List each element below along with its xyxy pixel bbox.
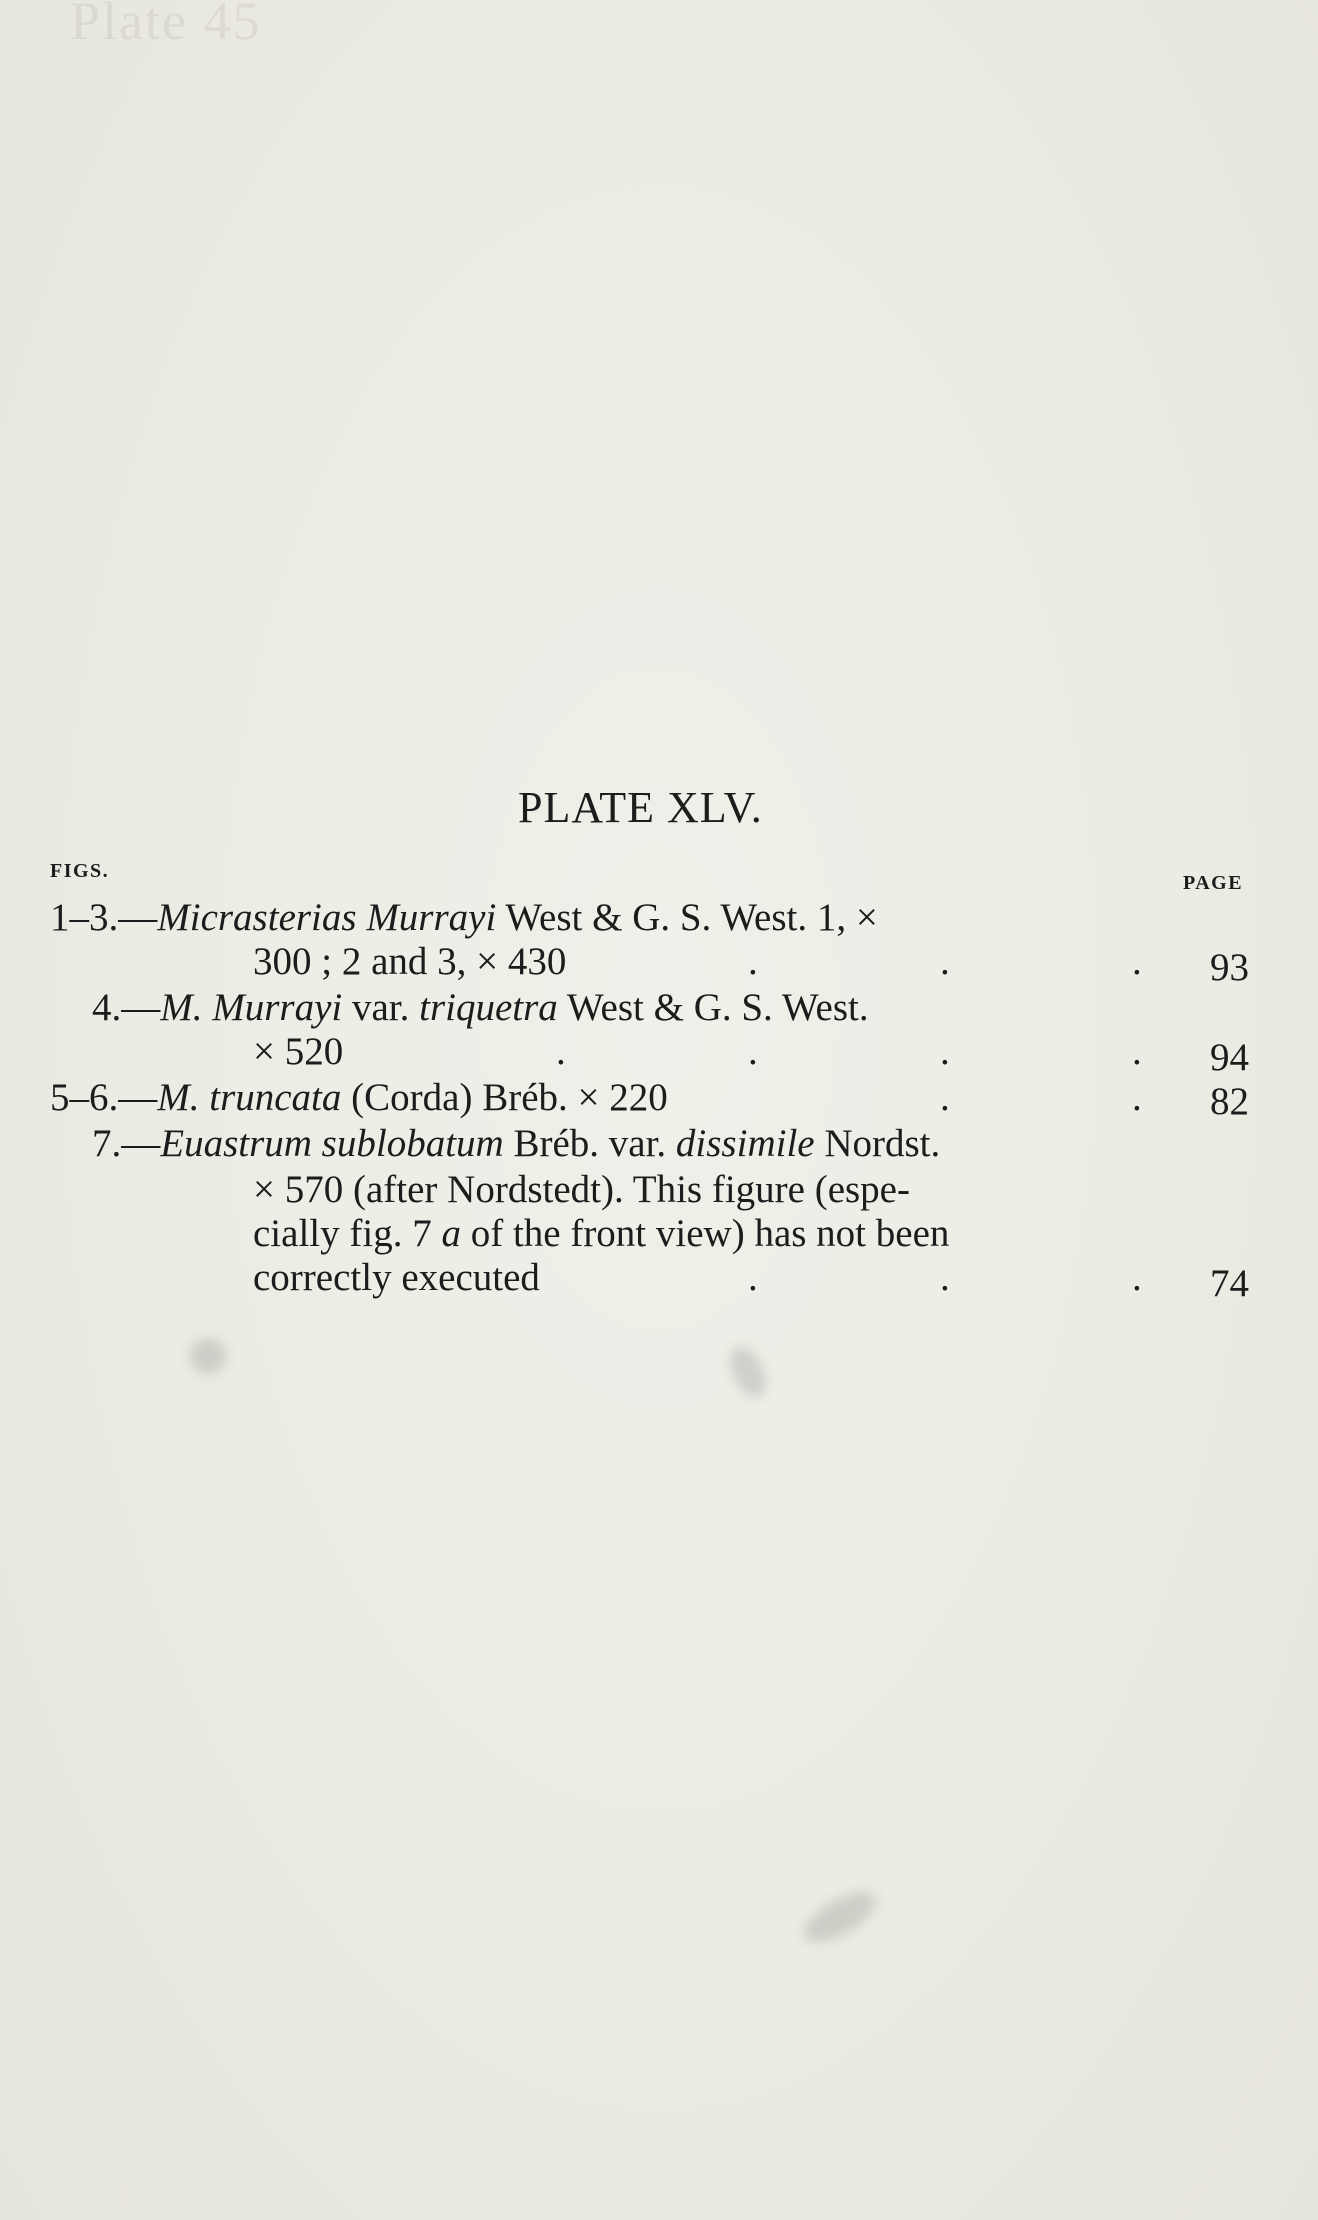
- entry-line: × 520: [253, 1030, 344, 1073]
- entry-line: × 570 (after Nordstedt). This figure (espe-: [253, 1168, 910, 1211]
- leader-dot: .: [556, 1030, 566, 1073]
- entry-line: [50, 896, 878, 940]
- text-run: cially fig. 7: [253, 1212, 442, 1255]
- entry-line: [253, 1212, 949, 1256]
- leader-dot: .: [940, 1030, 950, 1073]
- leader-dot: .: [748, 1256, 758, 1299]
- leader-dot: .: [1132, 940, 1142, 983]
- authority: Nordst.: [814, 1122, 941, 1165]
- figs-column-header: FIGS.: [50, 860, 110, 882]
- figure-number: 1–3.—: [50, 896, 158, 939]
- leader-dot: .: [748, 940, 758, 983]
- species-name: Micrasterias Murrayi: [157, 896, 497, 939]
- authority: West & G. S. West. 1, ×: [496, 896, 878, 939]
- species-name: M. truncata: [157, 1076, 342, 1119]
- show-through-heading: Plate 45: [70, 0, 262, 51]
- page-number: 74: [1210, 1262, 1249, 1305]
- leader-dot: .: [1132, 1030, 1142, 1073]
- entry-line: 300 ; 2 and 3, × 430: [253, 940, 567, 983]
- entry-line: [92, 986, 869, 1030]
- species-name: Euastrum sublobatum: [160, 1122, 504, 1165]
- authority: (Corda) Bréb. × 220: [341, 1076, 668, 1119]
- leader-dot: .: [1132, 1256, 1142, 1299]
- var-label: var.: [342, 986, 420, 1029]
- page-number: 94: [1210, 1036, 1249, 1079]
- entry-line: [50, 1076, 668, 1120]
- entry-line: correctly executed: [253, 1256, 540, 1299]
- leader-dot: .: [940, 1076, 950, 1119]
- variety-name: triquetra: [419, 986, 558, 1029]
- variety-name: dissimile: [675, 1122, 815, 1165]
- leader-dot: .: [940, 940, 950, 983]
- paper-smudge: [190, 1338, 226, 1374]
- page-number: 93: [1210, 946, 1249, 989]
- page-number: 82: [1210, 1080, 1249, 1123]
- var-label: Bréb. var.: [503, 1122, 676, 1165]
- text-run: of the front view) has not been: [460, 1212, 950, 1255]
- plate-title: PLATE XLV.: [518, 783, 763, 832]
- page-column-header: PAGE: [1183, 872, 1244, 894]
- figure-number: 7.—: [92, 1122, 161, 1165]
- figure-number: 5–6.—: [50, 1076, 158, 1119]
- leader-dot: .: [940, 1256, 950, 1299]
- species-name: M. Murrayi: [160, 986, 343, 1029]
- figure-number: 4.—: [92, 986, 161, 1029]
- italic-letter: a: [441, 1212, 461, 1255]
- authority: West & G. S. West.: [557, 986, 869, 1029]
- leader-dot: .: [1132, 1076, 1142, 1119]
- leader-dot: .: [748, 1030, 758, 1073]
- entry-line: [92, 1122, 940, 1166]
- paper-smudge: [797, 1882, 883, 1951]
- paper-smudge: [723, 1341, 773, 1403]
